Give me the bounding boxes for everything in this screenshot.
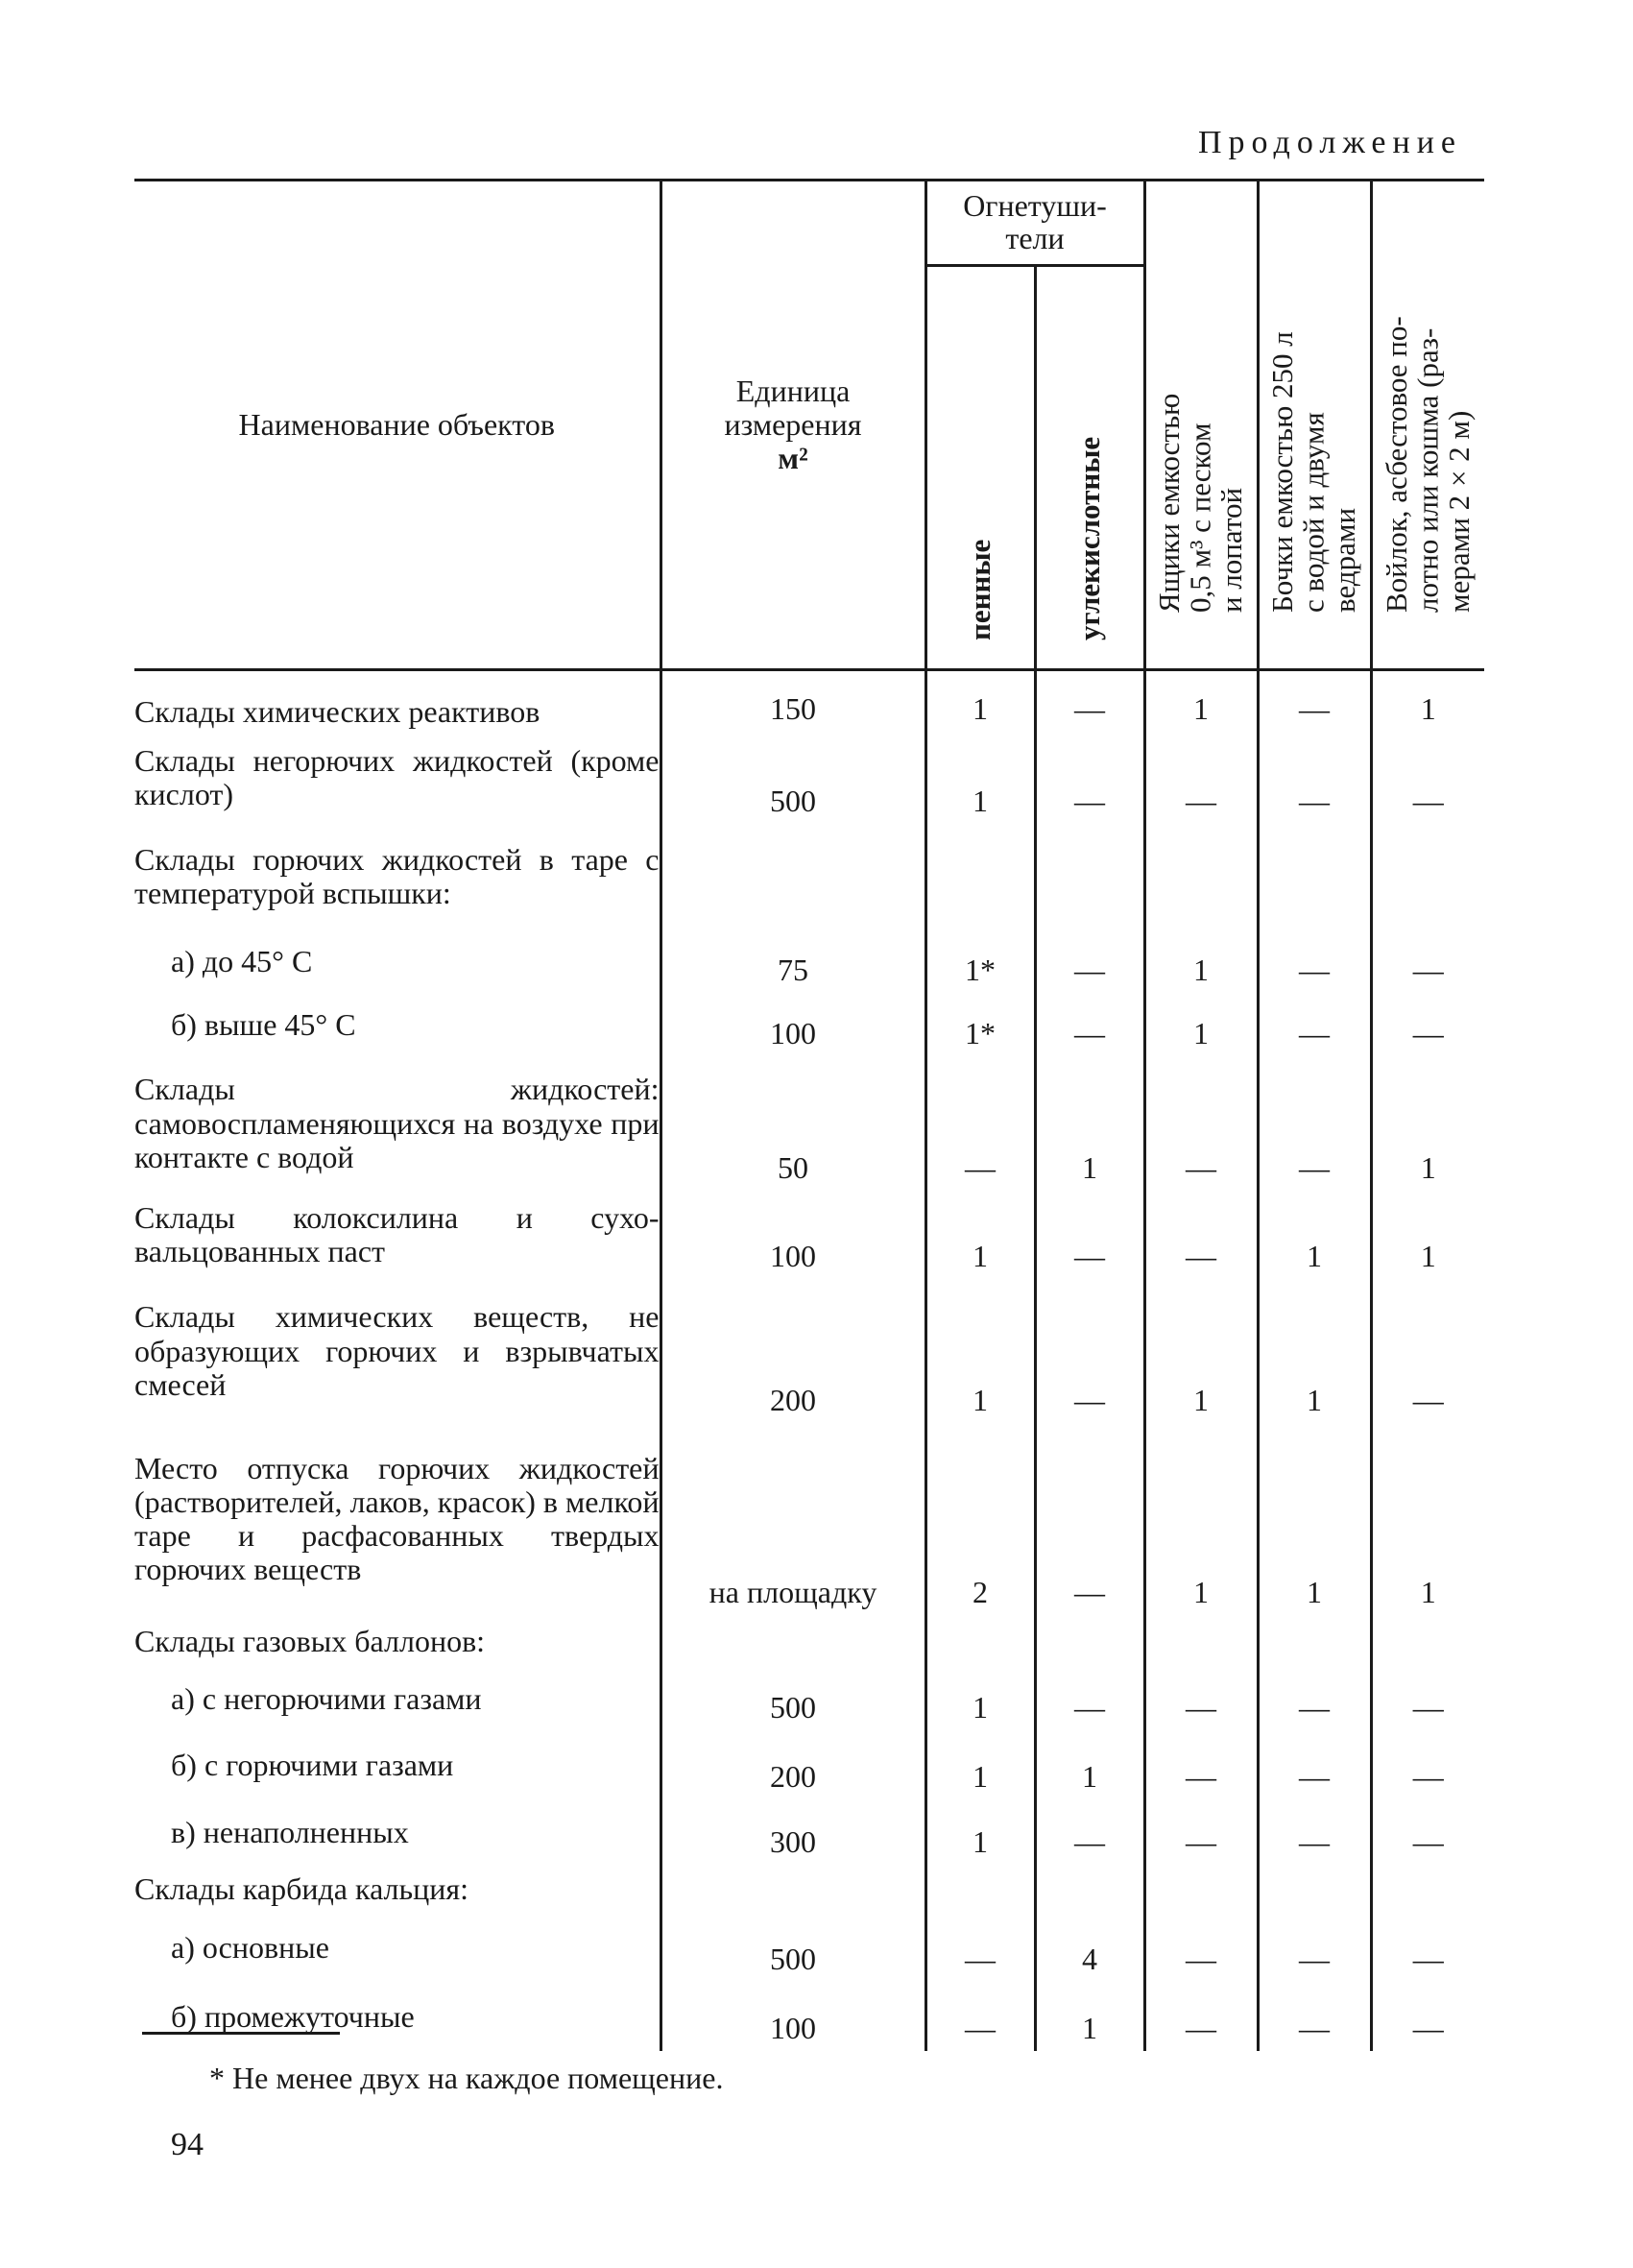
table-row bbox=[134, 1667, 1484, 1730]
barrels-cell: — bbox=[1258, 1730, 1371, 1799]
felt-cell: — bbox=[1371, 1913, 1484, 1982]
object-name-cell bbox=[134, 824, 660, 929]
co2-cell: — bbox=[1035, 1799, 1144, 1865]
continuation-label: Продолжение bbox=[1197, 125, 1462, 160]
object-name-cell bbox=[134, 1423, 660, 1615]
unit-cell: на площадку bbox=[660, 1423, 925, 1615]
table-row bbox=[134, 1799, 1484, 1865]
table-row bbox=[134, 1913, 1484, 1982]
barrels-cell: — bbox=[1258, 993, 1371, 1056]
barrels-cell: — bbox=[1258, 1982, 1371, 2051]
object-name-cell bbox=[134, 993, 660, 1056]
unit-cell: 100 bbox=[660, 1982, 925, 2051]
unit-cell: 500 bbox=[660, 732, 925, 824]
foam-cell: 2 bbox=[925, 1423, 1035, 1615]
object-name-cell bbox=[134, 1191, 660, 1279]
table-row bbox=[134, 1865, 1484, 1913]
co2-cell: — bbox=[1035, 1667, 1144, 1730]
table-row bbox=[134, 670, 1484, 733]
barrels-cell: — bbox=[1258, 1667, 1371, 1730]
table-row bbox=[134, 1279, 1484, 1423]
felt-cell: 1 bbox=[1371, 1423, 1484, 1615]
sand-cell bbox=[1144, 824, 1258, 929]
co2-cell bbox=[1035, 1865, 1144, 1913]
object-name: б) промежуточные bbox=[171, 1998, 415, 2034]
sand-cell bbox=[1144, 1615, 1258, 1667]
foam-cell: 1 bbox=[925, 1730, 1035, 1799]
table-row bbox=[134, 993, 1484, 1056]
co2-cell: — bbox=[1035, 929, 1144, 993]
object-name: а) до 45° С bbox=[171, 943, 313, 978]
object-name-cell bbox=[134, 1799, 660, 1865]
table-row bbox=[134, 1982, 1484, 2051]
co2-cell: — bbox=[1035, 1279, 1144, 1423]
felt-cell bbox=[1371, 1615, 1484, 1667]
felt-cell: 1 bbox=[1371, 1191, 1484, 1279]
felt-cell: — bbox=[1371, 1279, 1484, 1423]
unit-cell: 300 bbox=[660, 1799, 925, 1865]
co2-cell: 1 bbox=[1035, 1730, 1144, 1799]
object-name-cell bbox=[134, 1056, 660, 1191]
barrels-cell: 1 bbox=[1258, 1191, 1371, 1279]
object-name: а) основные bbox=[171, 1929, 329, 1965]
barrels-cell: — bbox=[1258, 1056, 1371, 1191]
felt-cell: 1 bbox=[1371, 1056, 1484, 1191]
object-name-cell bbox=[134, 732, 660, 824]
object-name-cell bbox=[134, 929, 660, 993]
header-extinguishers bbox=[925, 181, 1144, 266]
unit-cell: 150 bbox=[660, 670, 925, 733]
table-row bbox=[134, 1056, 1484, 1191]
object-name: Склады газовых баллонов: bbox=[134, 1623, 486, 1658]
co2-cell: — bbox=[1035, 732, 1144, 824]
unit-cell: 500 bbox=[660, 1667, 925, 1730]
sand-cell: 1 bbox=[1144, 993, 1258, 1056]
sand-cell: — bbox=[1144, 1730, 1258, 1799]
unit-cell: 100 bbox=[660, 993, 925, 1056]
barrels-cell: — bbox=[1258, 732, 1371, 824]
unit-cell: 500 bbox=[660, 1913, 925, 1982]
unit-cell bbox=[660, 824, 925, 929]
object-name: Склады колоксилина и сухо-вальцованных паст bbox=[134, 1200, 660, 1269]
felt-cell: — bbox=[1371, 1730, 1484, 1799]
table-header bbox=[134, 181, 1484, 670]
footnote: * Не менее двух на каждое помещение. bbox=[209, 2061, 724, 2095]
object-name-cell bbox=[134, 1615, 660, 1667]
felt-cell: — bbox=[1371, 1667, 1484, 1730]
co2-cell: 1 bbox=[1035, 1982, 1144, 2051]
co2-cell bbox=[1035, 824, 1144, 929]
object-name-cell bbox=[134, 1279, 660, 1423]
header-felt bbox=[1371, 181, 1484, 670]
felt-cell: — bbox=[1371, 929, 1484, 993]
foam-cell bbox=[925, 824, 1035, 929]
barrels-cell: 1 bbox=[1258, 1279, 1371, 1423]
header-co2-text: углекислотные bbox=[1071, 436, 1106, 640]
co2-cell bbox=[1035, 1615, 1144, 1667]
object-name-cell bbox=[134, 1982, 660, 2051]
foam-cell: — bbox=[925, 1982, 1035, 2051]
object-name: б) выше 45° С bbox=[171, 1006, 356, 1042]
unit-cell: 75 bbox=[660, 929, 925, 993]
object-name: Склады негорючих жидкостей (кроме кислот) bbox=[134, 743, 660, 812]
object-name-cell bbox=[134, 1730, 660, 1799]
foam-cell: 1 bbox=[925, 732, 1035, 824]
sand-cell: — bbox=[1144, 1799, 1258, 1865]
barrels-cell: 1 bbox=[1258, 1423, 1371, 1615]
felt-cell bbox=[1371, 824, 1484, 929]
header-felt-text: Войлок, асбестовое по- лотно или кошма (раз- мерами 2×2 м) bbox=[1379, 315, 1477, 613]
sand-cell: 1 bbox=[1144, 670, 1258, 733]
co2-cell: 4 bbox=[1035, 1913, 1144, 1982]
sand-cell: — bbox=[1144, 1056, 1258, 1191]
foam-cell bbox=[925, 1615, 1035, 1667]
felt-cell: 1 bbox=[1371, 670, 1484, 733]
foam-cell: — bbox=[925, 1913, 1035, 1982]
co2-cell: — bbox=[1035, 993, 1144, 1056]
unit-cell bbox=[660, 1865, 925, 1913]
header-name bbox=[134, 181, 660, 670]
sand-cell bbox=[1144, 1865, 1258, 1913]
header-sand-text: Ящики емкостью 0,5 м³ с песком и лопатой bbox=[1152, 393, 1249, 613]
sand-cell: — bbox=[1144, 1191, 1258, 1279]
table-row bbox=[134, 1423, 1484, 1615]
unit-cell: 100 bbox=[660, 1191, 925, 1279]
object-name-cell bbox=[134, 1913, 660, 1982]
object-name: Склады химических веществ, не образующих горючих и взрывчатых смесей bbox=[134, 1299, 660, 1402]
foam-cell bbox=[925, 1865, 1035, 1913]
object-name-cell bbox=[134, 1667, 660, 1730]
table-row bbox=[134, 1730, 1484, 1799]
sand-cell: — bbox=[1144, 1982, 1258, 2051]
header-barrels bbox=[1258, 181, 1371, 670]
sand-cell: 1 bbox=[1144, 1279, 1258, 1423]
foam-cell: 1 bbox=[925, 670, 1035, 733]
co2-cell: — bbox=[1035, 1423, 1144, 1615]
co2-cell: — bbox=[1035, 670, 1144, 733]
sand-cell: 1 bbox=[1144, 929, 1258, 993]
header-unit-line1: Единица bbox=[735, 373, 851, 408]
co2-cell: — bbox=[1035, 1191, 1144, 1279]
barrels-cell: — bbox=[1258, 1913, 1371, 1982]
object-name: б) с горючими газами bbox=[171, 1747, 454, 1782]
unit-cell bbox=[660, 1615, 925, 1667]
object-name-cell bbox=[134, 670, 660, 733]
sand-cell: — bbox=[1144, 1913, 1258, 1982]
header-foam bbox=[925, 266, 1035, 670]
barrels-cell bbox=[1258, 1865, 1371, 1913]
header-barrels-text: Бочки емкостью 250 л с водой и двумя ведрами bbox=[1265, 330, 1362, 613]
header-co2 bbox=[1035, 266, 1144, 670]
foam-cell: 1 bbox=[925, 1279, 1035, 1423]
object-name: Склады химических реактивов bbox=[134, 694, 540, 729]
object-name: Склады горючих жидкостей в таре с температурой вспышки: bbox=[134, 842, 660, 911]
sand-cell: 1 bbox=[1144, 1423, 1258, 1615]
header-unit-line2: измерения bbox=[724, 406, 862, 442]
felt-cell: — bbox=[1371, 1799, 1484, 1865]
unit-cell: 50 bbox=[660, 1056, 925, 1191]
barrels-cell bbox=[1258, 824, 1371, 929]
page-number: 94 bbox=[171, 2127, 204, 2162]
table-row bbox=[134, 1615, 1484, 1667]
header-unit bbox=[660, 181, 925, 670]
foam-cell: 1* bbox=[925, 993, 1035, 1056]
barrels-cell bbox=[1258, 1615, 1371, 1667]
object-name: Склады жидкостей: самовоспламеняющихся на воздухе при контакте с водой bbox=[134, 1072, 660, 1174]
foam-cell: 1 bbox=[925, 1667, 1035, 1730]
header-name-text: Наименование объектов bbox=[238, 406, 555, 442]
object-name: в) ненаполненных bbox=[171, 1814, 409, 1849]
unit-cell: 200 bbox=[660, 1279, 925, 1423]
foam-cell: — bbox=[925, 1056, 1035, 1191]
table-row bbox=[134, 824, 1484, 929]
header-extinguishers-text: Огнетуши- тели bbox=[963, 188, 1107, 255]
barrels-cell: — bbox=[1258, 929, 1371, 993]
unit-cell: 200 bbox=[660, 1730, 925, 1799]
object-name: Место отпуска горючих жидкостей (растворителей, лаков, красок) в мелкой таре и расфасованных твердых горючих веществ bbox=[134, 1450, 660, 1587]
felt-cell: — bbox=[1371, 732, 1484, 824]
barrels-cell: — bbox=[1258, 670, 1371, 733]
object-name: а) с негорючими газами bbox=[171, 1680, 482, 1716]
foam-cell: 1* bbox=[925, 929, 1035, 993]
table-row bbox=[134, 929, 1484, 993]
foam-cell: 1 bbox=[925, 1799, 1035, 1865]
header-unit-line3: м² bbox=[778, 441, 808, 476]
header-sand bbox=[1144, 181, 1258, 670]
felt-cell: — bbox=[1371, 993, 1484, 1056]
barrels-cell: — bbox=[1258, 1799, 1371, 1865]
fire-equipment-table bbox=[134, 179, 1484, 2051]
header-foam-text: пенные bbox=[962, 539, 997, 640]
object-name: Склады карбида кальция: bbox=[134, 1870, 468, 1906]
foam-cell: 1 bbox=[925, 1191, 1035, 1279]
co2-cell: 1 bbox=[1035, 1056, 1144, 1191]
sand-cell: — bbox=[1144, 1667, 1258, 1730]
sand-cell: — bbox=[1144, 732, 1258, 824]
felt-cell: — bbox=[1371, 1982, 1484, 2051]
table-body bbox=[134, 670, 1484, 2052]
table-row bbox=[134, 732, 1484, 824]
felt-cell bbox=[1371, 1865, 1484, 1913]
object-name-cell bbox=[134, 1865, 660, 1913]
footnote-divider bbox=[142, 2032, 340, 2035]
table-row bbox=[134, 1191, 1484, 1279]
